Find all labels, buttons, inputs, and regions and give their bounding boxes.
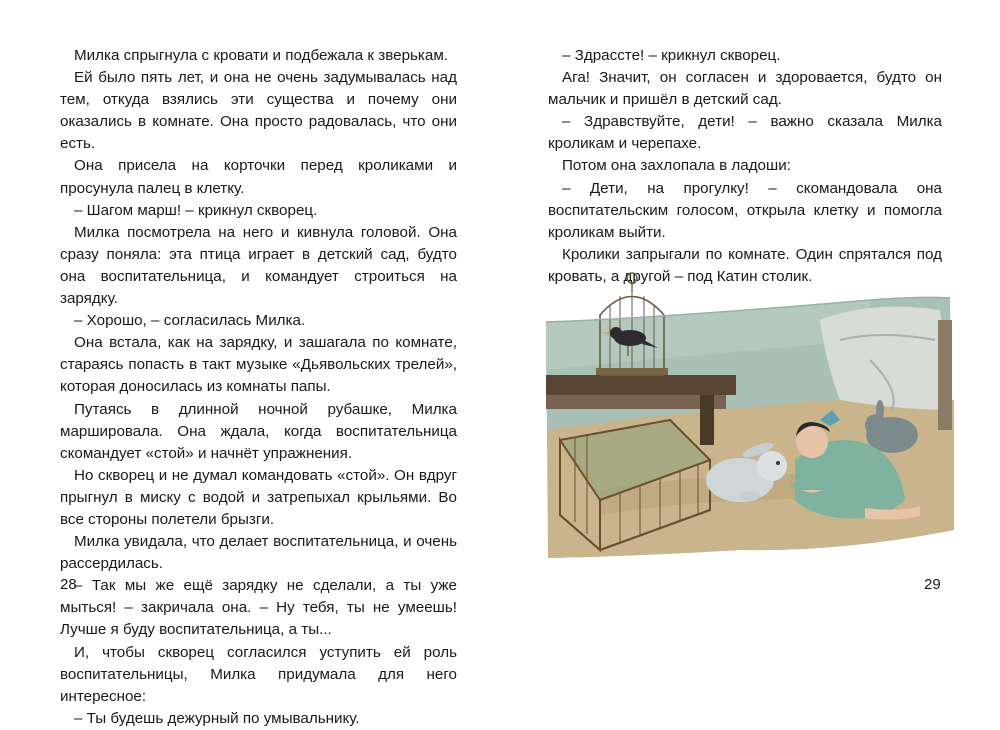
paragraph: Ага! Значит, он согласен и здоровается, будто он мальчик и пришёл в детский сад.: [548, 69, 942, 109]
paragraph: Кролики запрыгали по комнате. Один спрятался под кровать, а другой – под Катин столик.: [548, 245, 942, 285]
paragraph: – Хорошо, – согласилась Милка.: [74, 312, 306, 330]
paragraph: – Дети, на прогулку! – скомандовала она воспитательским голосом, открыла клетку и помогла кроликам выйти.: [548, 179, 942, 241]
paragraph: Милка увидала, что делает воспитательница, и очень рассердилась.: [60, 533, 457, 573]
paragraph: Милка спрыгнула с кровати и подбежала к зверькам.: [74, 47, 449, 64]
page-number-left: 28: [60, 576, 77, 593]
right-page: [500, 0, 1000, 640]
paragraph: Потом она захлопала в ладоши:: [562, 157, 791, 175]
paragraph: И, чтобы скворец согласился уступить ей роль воспитательницы, Милка придумала для него интересное:: [60, 643, 457, 705]
paragraph: Милка посмотрела на него и кивнула головой. Она сразу поняла: эта птица играет в детский сад, будто она воспитательница, и командует строиться на зарядку.: [60, 223, 457, 308]
paragraph: Она встала, как на зарядку, и зашагала по комнате, стараясь попасть в такт музыке «Дьявольских трелей», которая доносилась из комнаты папы.: [60, 334, 457, 396]
girl-with-rabbits-illustration: [540, 260, 960, 565]
paragraph: – Так мы же ещё зарядку не сделали, а ты уже мыться! – закричала она. – Ну тебя, ты не умеешь! Лучше я буду воспитательница, а ты...: [60, 577, 457, 639]
page-number-right: 29: [924, 576, 941, 593]
paragraph: Она присела на корточки перед кроликами и просунула палец в клетку.: [60, 157, 457, 197]
right-text-column: [548, 45, 942, 288]
paragraph: Но скворец и не думал командовать «стой». Он вдруг прыгнул в миску с водой и затрепыхал крыльями. Во все стороны полетели брызги.: [60, 466, 457, 528]
left-page: [0, 0, 500, 727]
paragraph: – Здравствуйте, дети! – важно сказала Милка кроликам и черепахе.: [548, 113, 942, 153]
paragraph: Путаясь в длинной ночной рубашке, Милка маршировала. Она ждала, когда воспитательница скомандует «стой» и начнёт упражнения.: [60, 400, 457, 462]
paragraph: – Ты будешь дежурный по умывальнику.: [74, 709, 360, 727]
paragraph: – Здрассте! – крикнул скворец.: [562, 47, 781, 64]
left-text-column: [60, 45, 457, 730]
paragraph: – Шагом марш! – крикнул скворец.: [74, 201, 318, 219]
paragraph: Ей было пять лет, и она не очень задумывалась над тем, откуда взялись эти существа и почему они оказались в комнате. Она просто радовалась, что они есть.: [60, 69, 457, 153]
